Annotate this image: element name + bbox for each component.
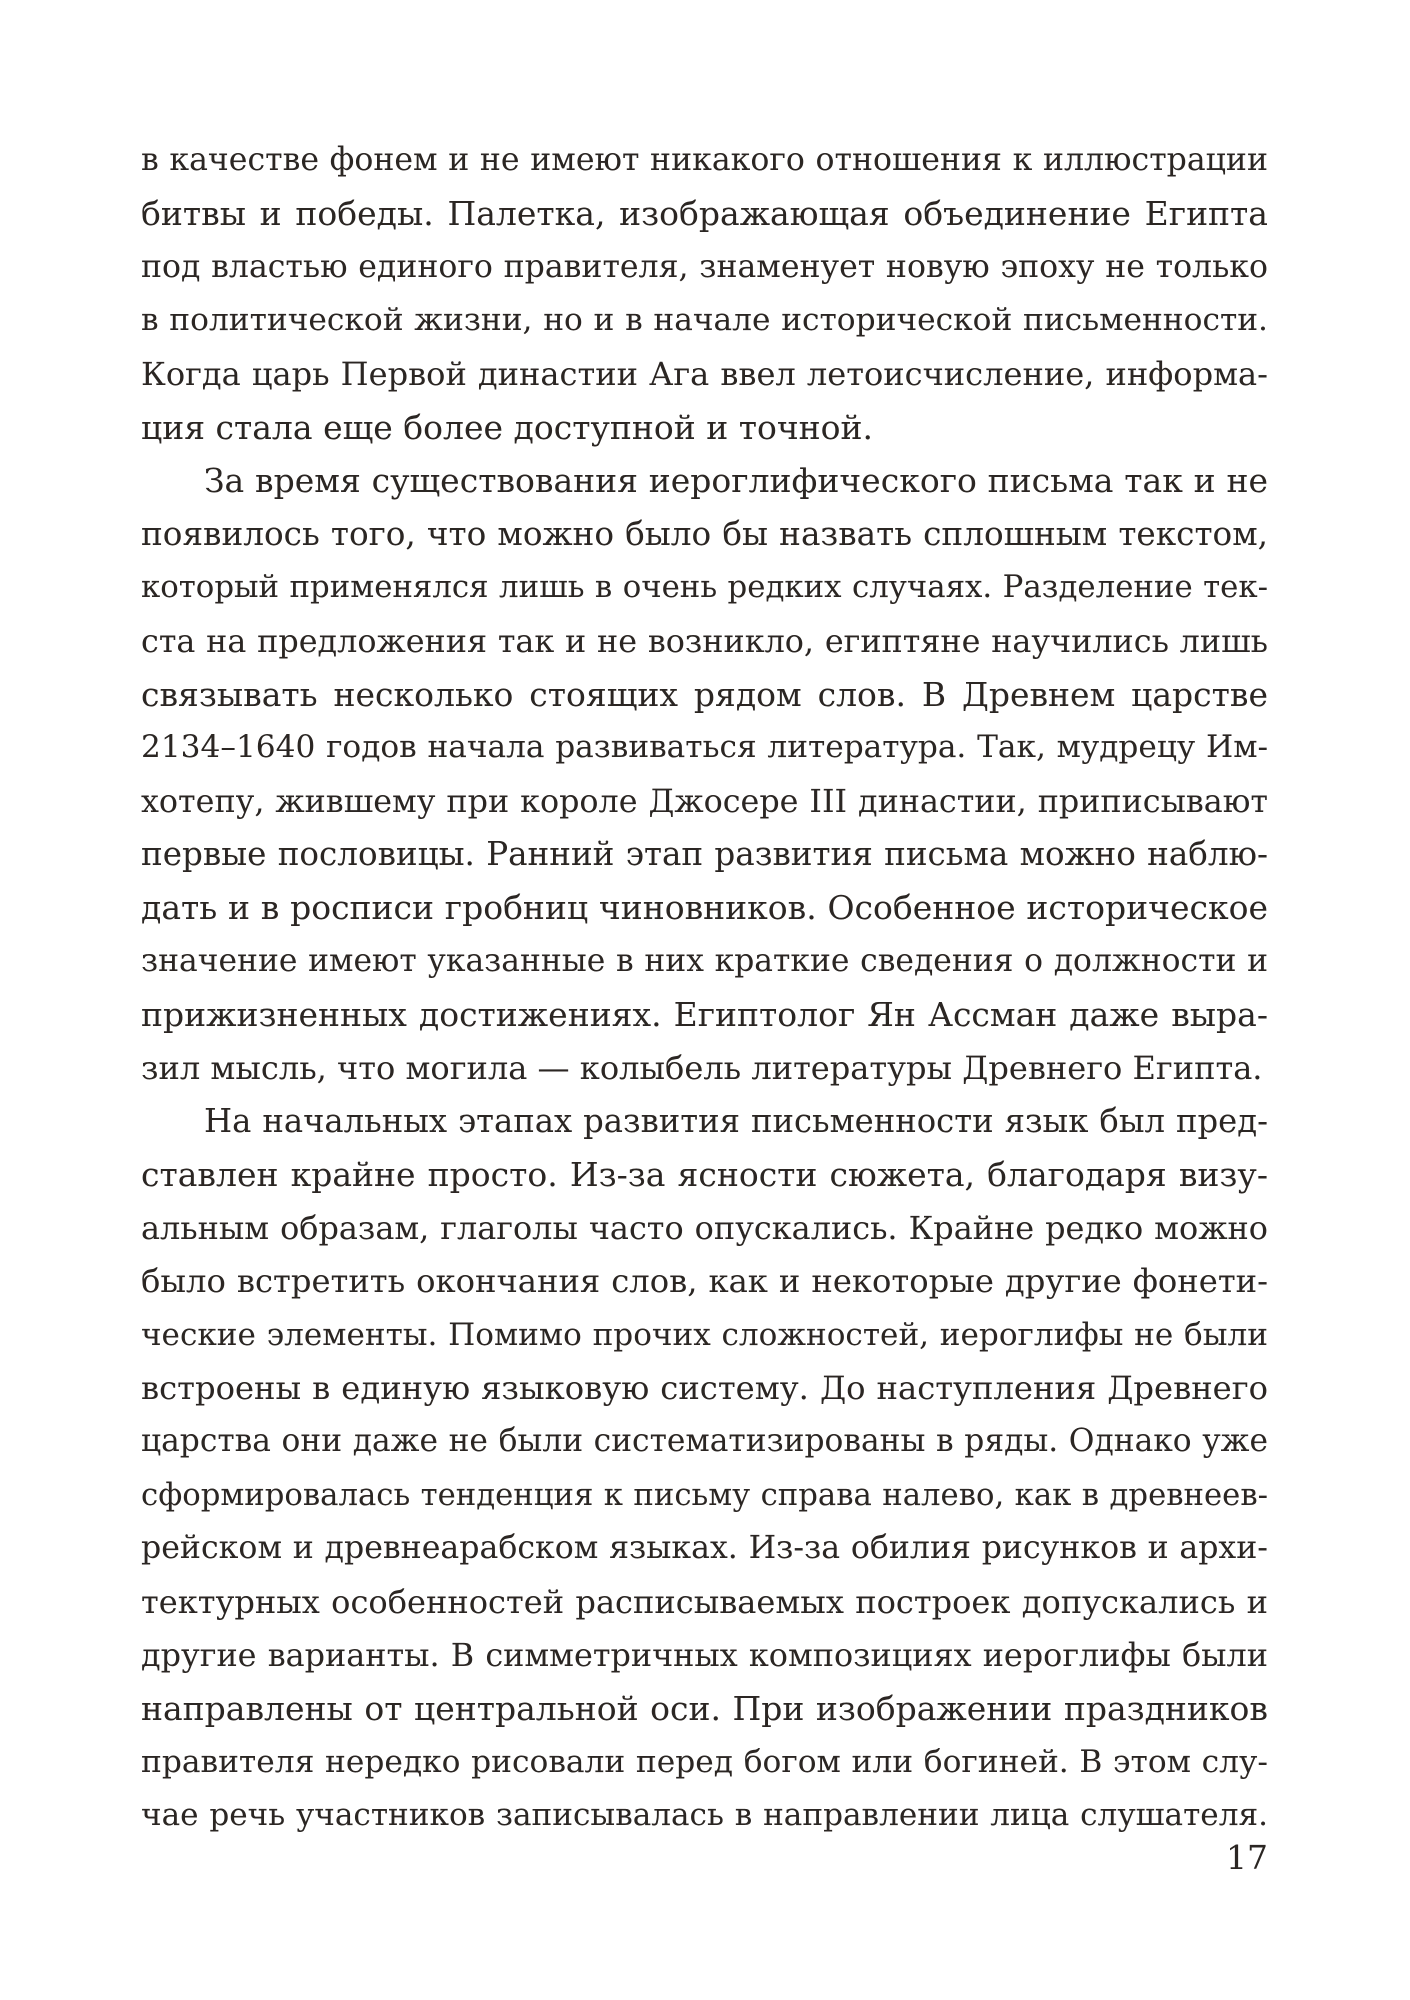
text-line: было встретить окончания слов, как и некоторые другие фонети- <box>141 1262 1268 1301</box>
text-line: зил мысль, что могила — колыбель литературы Древнего Египта. <box>141 1048 1263 1087</box>
text-line: ция стала еще более доступной и точной. <box>141 407 873 447</box>
text-line: сформировалась тенденция к письму справа налево, как в древнеев- <box>141 1476 1268 1513</box>
text-line: На начальных этапах развития письменности язык был пред- <box>204 1102 1268 1141</box>
page-number: 17 <box>1226 1838 1268 1877</box>
text-line: рейском и древнеарабском языках. Из-за обилия рисунков и архи- <box>141 1530 1268 1567</box>
text-line: За время существования иероглифического письма так и не <box>204 461 1268 501</box>
text-line: чае речь участников записывалась в направлении лица слушателя. <box>141 1797 1268 1834</box>
text-line: царства они даже не были систематизированы в ряды. Однако уже <box>141 1423 1268 1460</box>
text-line: направлены от центральной оси. При изображении праздников <box>141 1689 1268 1729</box>
text-line: в качестве фонем и не имеют никакого отношения к иллюстрации <box>141 142 1268 178</box>
text-line: связывать несколько стоящих рядом слов. В Древнем царстве <box>141 674 1268 714</box>
text-line: тектурных особенностей расписываемых построек допускались и <box>141 1582 1268 1621</box>
text-line: ческие элементы. Помимо прочих сложностей, иероглифы не были <box>141 1316 1268 1353</box>
text-line: битвы и победы. Палетка, изображающая объединение Египта <box>141 194 1268 234</box>
text-line: встроены в единую языковую систему. До наступления Древнего <box>141 1368 1268 1407</box>
text-line: прижизненных достижениях. Египтолог Ян Ассман даже выра- <box>141 995 1268 1035</box>
text-line: ставлен крайне просто. Из-за ясности сюжета, благодаря визу- <box>141 1155 1268 1195</box>
text-line: дать и в росписи гробниц чиновников. Особенное историческое <box>141 888 1268 928</box>
text-line: альным образам, глаголы часто опускались. Крайне редко можно <box>141 1208 1268 1247</box>
text-line: хотепу, жившему при короле Джосере III династии, приписывают <box>141 782 1268 820</box>
text-line: который применялся лишь в очень редких случаях. Разделение тек- <box>141 569 1268 606</box>
text-line: ста на предложения так и не возникло, египтяне научились лишь <box>141 621 1268 660</box>
text-line: под властью единого правителя, знаменует новую эпоху не только <box>141 248 1268 285</box>
text-line: Когда царь Первой династии Ага ввел летоисчисление, информа- <box>141 354 1268 393</box>
text-line: значение имеют указанные в них краткие сведения о должности и <box>141 942 1268 979</box>
text-line: первые пословицы. Ранний этап развития письма можно наблю- <box>141 835 1268 874</box>
text-line: правителя нередко рисовали перед богом или богиней. В этом слу- <box>141 1743 1268 1780</box>
text-line: появилось того, что можно было бы назвать сплошным текстом, <box>141 514 1268 553</box>
text-line: в политической жизни, но и в начале исторической письменности. <box>141 302 1268 339</box>
text-line: 2134–1640 годов начала развиваться литература. Так, мудрецу Им- <box>141 729 1268 766</box>
body-text <box>141 134 1268 1843</box>
text-line: другие варианты. В симметричных композициях иероглифы были <box>141 1635 1268 1674</box>
